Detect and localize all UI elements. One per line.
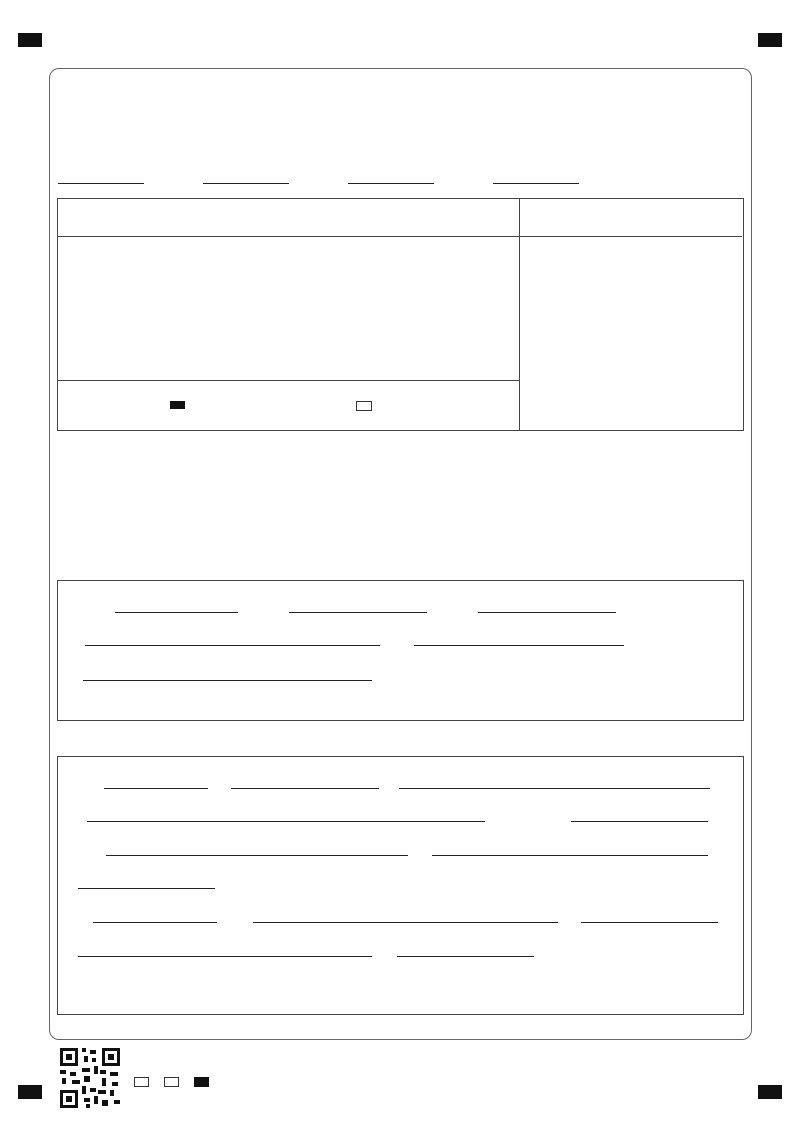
q15-part2-blank-2[interactable] [432, 855, 708, 856]
q14-blank-1[interactable] [85, 645, 380, 646]
corner-mark-bottom-left [18, 1085, 42, 1099]
q13-part1-blank[interactable] [115, 612, 238, 613]
q15-part4-blank-1[interactable] [253, 922, 558, 923]
q15-part1-blank-4[interactable] [87, 821, 485, 822]
class-blank[interactable] [348, 169, 434, 184]
q14-blank-2[interactable] [414, 645, 624, 646]
school-blank[interactable] [203, 169, 289, 184]
notice-id-divider [519, 198, 520, 430]
school-field[interactable] [203, 169, 289, 188]
footer-mark-empty-1 [134, 1077, 149, 1087]
notice-header-divider [57, 236, 742, 237]
notice-and-id-box [57, 198, 744, 431]
q15-part2-blank-1[interactable] [106, 855, 408, 856]
corner-mark-top-left [18, 33, 42, 47]
q13-part3-blank[interactable] [478, 612, 616, 613]
name-field[interactable] [58, 169, 144, 188]
q15-part4-blank-3[interactable] [78, 956, 372, 957]
q15-part4-blank-4[interactable] [397, 956, 534, 957]
qr-code-icon [58, 1046, 122, 1110]
corner-mark-bottom-right [758, 1085, 782, 1099]
q15-part1-blank-5[interactable] [571, 821, 708, 822]
q15-part1-blank-1[interactable] [104, 788, 208, 789]
absent-mark-box[interactable] [356, 401, 372, 411]
q15-part1-blank-3[interactable] [399, 788, 710, 789]
q15-part3-blank[interactable] [93, 922, 217, 923]
notice-bottom-divider [57, 380, 520, 381]
q15-part4-blank-2[interactable] [581, 922, 718, 923]
seat-field[interactable] [493, 169, 579, 188]
correct-fill-sample [170, 401, 185, 409]
section3-answer-box [57, 756, 744, 1015]
class-field[interactable] [348, 169, 434, 188]
corner-mark-top-right [758, 33, 782, 47]
seat-blank[interactable] [493, 169, 579, 184]
q13-part2-blank[interactable] [289, 612, 427, 613]
q14-blank-3[interactable] [83, 680, 372, 681]
q15-part2-blank-3[interactable] [78, 888, 215, 889]
section2-answer-box [57, 580, 744, 721]
footer-mark-filled [194, 1077, 209, 1087]
footer-mark-empty-2 [164, 1077, 179, 1087]
q15-part1-blank-2[interactable] [231, 788, 379, 789]
name-blank[interactable] [58, 169, 144, 184]
